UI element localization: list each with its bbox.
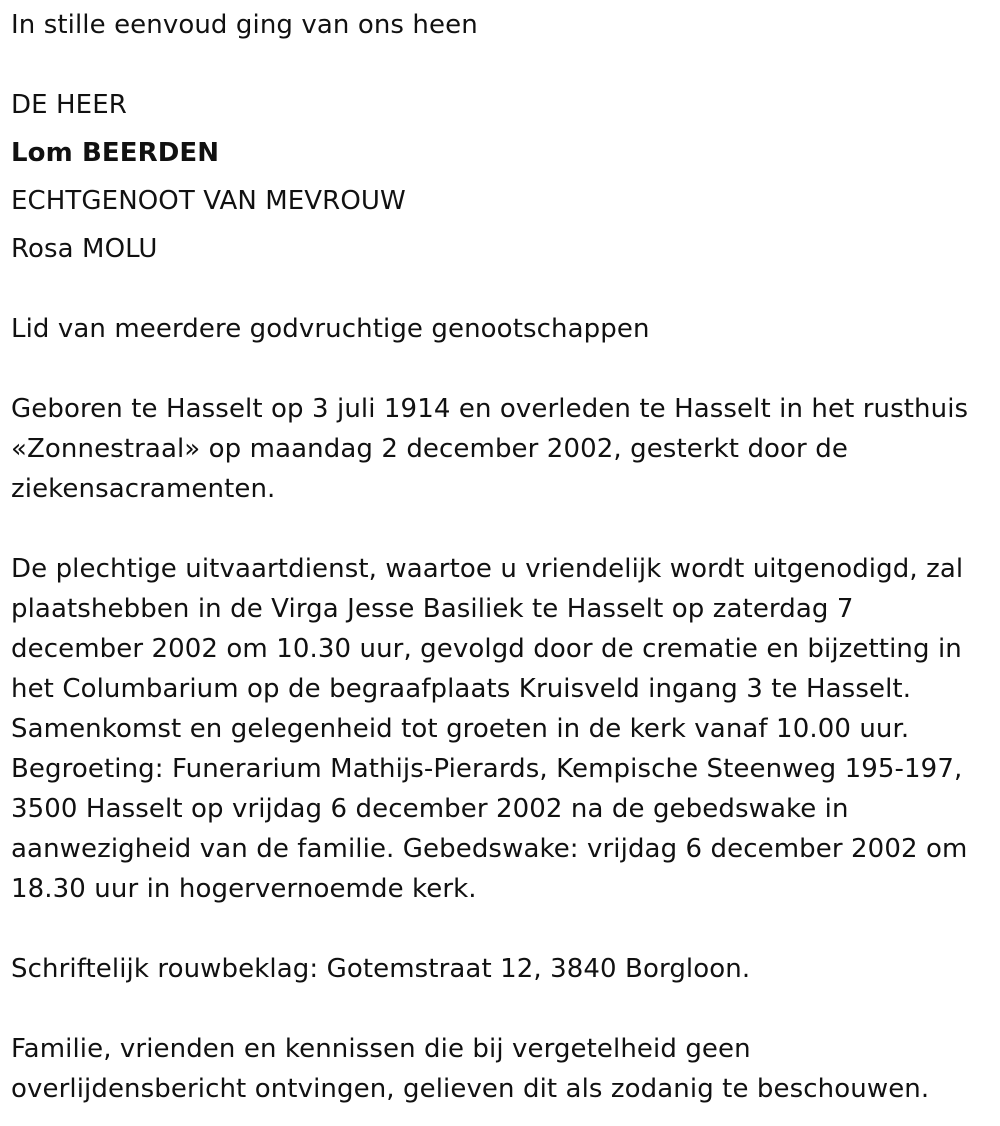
title-prefix: DE HEER xyxy=(11,90,127,120)
paragraph-line: plaatshebben in de Virga Jesse Basiliek te Hasselt op zaterdag 7 xyxy=(11,594,854,624)
paragraph-line: het Columbarium op de begraafplaats Kruisveld ingang 3 te Hasselt. xyxy=(11,674,912,704)
paragraph-line: Samenkomst en gelegenheid tot groeten in de kerk vanaf 10.00 uur. xyxy=(11,714,910,744)
paragraph-line: december 2002 om 10.30 uur, gevolgd door de crematie en bijzetting in xyxy=(11,634,962,664)
paragraph-line: aanwezigheid van de familie. Gebedswake: vrijdag 6 december 2002 om xyxy=(11,834,968,864)
paragraph-line: Familie, vrienden en kennissen die bij vergetelheid geen xyxy=(11,1034,751,1064)
funeral-paragraph xyxy=(11,549,986,909)
paragraph-line: Geboren te Hasselt op 3 juli 1914 en overleden te Hasselt in het rusthuis xyxy=(11,394,969,424)
condolence-address: Schriftelijk rouwbeklag: Gotemstraat 12, 3840 Borgloon. xyxy=(11,954,751,984)
paragraph-line: ziekensacramenten. xyxy=(11,474,276,504)
spouse-label: ECHTGENOOT VAN MEVROUW xyxy=(11,186,406,216)
intro-text: In stille eenvoud ging van ons heen xyxy=(11,10,478,40)
paragraph-line: De plechtige uitvaartdienst, waartoe u vriendelijk wordt uitgenodigd, zal xyxy=(11,554,964,584)
closing-paragraph xyxy=(11,1029,986,1109)
paragraph-line: Begroeting: Funerarium Mathijs-Pierards, Kempische Steenweg 195-197, xyxy=(11,754,963,784)
birth-death-paragraph xyxy=(11,389,986,509)
paragraph-line: «Zonnestraal» op maandag 2 december 2002, gesterkt door de xyxy=(11,434,848,464)
paragraph-line: 18.30 uur in hogervernoemde kerk. xyxy=(11,874,477,904)
paragraph-line: 3500 Hasselt op vrijdag 6 december 2002 na de gebedswake in xyxy=(11,794,849,824)
deceased-name: Lom BEERDEN xyxy=(11,138,220,168)
paragraph-line: overlijdensbericht ontvingen, gelieven dit als zodanig te beschouwen. xyxy=(11,1074,930,1104)
membership-text: Lid van meerdere godvruchtige genootschappen xyxy=(11,314,650,344)
spouse-name: Rosa MOLU xyxy=(11,234,158,264)
